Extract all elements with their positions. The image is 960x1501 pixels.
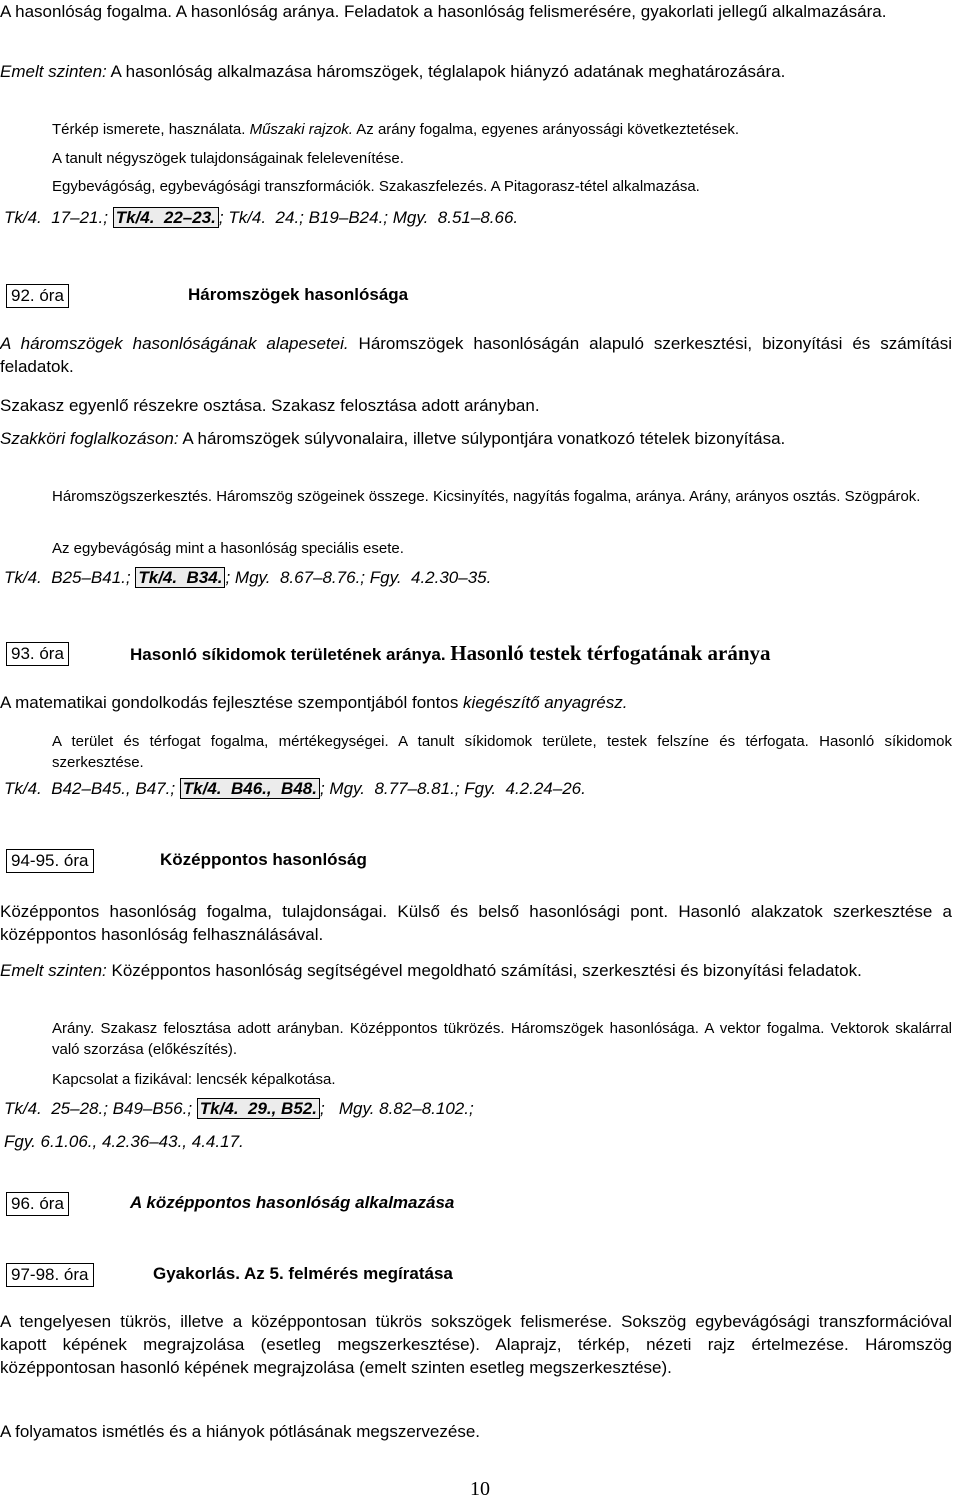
ref-text: Tk/4. B42–B45., B47.; (4, 779, 180, 798)
lesson-96-title: A középpontos hasonlóság alkalmazása (130, 1193, 455, 1212)
lesson-94-95-references (4, 1097, 474, 1121)
lesson-97-98-paragraph-1 (0, 1310, 952, 1379)
paragraph-italic: A háromszögek hasonlóságának alapesetei. (0, 334, 349, 353)
ref-text: ; Mgy. 8.77–8.81.; Fgy. 4.2.24–26. (319, 779, 586, 798)
ref-text: Tk/4. 17–21.; (4, 208, 113, 227)
ref-text: ; Mgy. 8.67–8.76.; Fgy. 4.2.30–35. (225, 568, 492, 587)
paragraph-text: Középpontos hasonlóság fogalma, tulajdonságai. Külső és belső hasonlósági pont. Hasonló alakzatok szerkesztése a középpontos hasonlóság felhasználásával. (0, 902, 952, 944)
review-text: Térkép ismerete, használata. (52, 121, 250, 138)
ref-text: Tk/4. 25–28.; B49–B56.; (4, 1099, 197, 1118)
paragraph-italic: kiegészítő anyagrész. (463, 693, 628, 712)
lesson-94-95-paragraph-1 (0, 900, 952, 946)
review-text: A tanult négyszögek tulajdonságainak felelevenítése. (52, 150, 404, 167)
lesson-92-paragraph-2 (0, 394, 952, 417)
ref-highlight: Tk/4. 29., B52. (197, 1098, 320, 1119)
paragraph-text: A háromszögek súlyvonalaira, illetve súlypontjára vonatkozó tételek bizonyítása. (178, 429, 786, 448)
lesson-94-95-references-2 (4, 1130, 244, 1154)
intro-references (4, 206, 518, 230)
intro-emelt-paragraph (0, 60, 952, 83)
paragraph-text: Háromszögek hasonlóságán alapuló szerkesztési, bizonyítási és számítási feladatok. (0, 334, 952, 376)
lesson-97-98-title: Gyakorlás. Az 5. felmérés megíratása (153, 1264, 453, 1283)
lesson-94-95-emelt (0, 959, 952, 982)
lesson-96-number: 96. óra (6, 1192, 69, 1216)
review-text-tail: Az arány fogalma, egyenes arányossági következtetések. (352, 121, 740, 138)
paragraph-text: A folyamatos ismétlés és a hiányok pótlásának megszervezése. (0, 1422, 481, 1441)
lesson-93-number: 93. óra (6, 642, 69, 666)
lesson-94-95-number: 94-95. óra (6, 849, 94, 873)
lesson-93-title (130, 642, 771, 666)
lesson-93-references (4, 777, 586, 801)
review-text: Kapcsolat a fizikával: lencsék képalkotása. (52, 1071, 336, 1088)
lesson-92-paragraph-1 (0, 332, 952, 378)
emelt-text: Középpontos hasonlóság segítségével megoldható számítási, szerkesztési és bizonyítási feladatok. (106, 961, 862, 980)
intro-text: A hasonlóság fogalma. A hasonlóság aránya. Feladatok a hasonlóság felismerésére, gyakorlati jellegű alkalmazására. (0, 2, 887, 21)
review-text: Egybevágóság, egybevágósági transzformációk. Szakaszfelezés. A Pitagorasz-tétel alkalmazása. (52, 178, 700, 195)
lesson-94-95-review-2 (52, 1069, 952, 1090)
intro-review-2 (52, 148, 952, 169)
lesson-97-98-paragraph-2 (0, 1420, 952, 1443)
lesson-92-title: Háromszögek hasonlósága (188, 285, 409, 304)
review-text: Az egybevágóság mint a hasonlóság speciális esete. (52, 540, 404, 557)
paragraph-italic: Szakköri foglalkozáson: (0, 429, 179, 448)
lesson-92-review-2 (52, 538, 952, 559)
ref-text: Tk/4. B25–B41.; (4, 568, 136, 587)
paragraph-text: Szakasz egyenlő részekre osztása. Szakasz felosztása adott arányban. (0, 396, 540, 415)
paragraph-text: A tengelyesen tükrös, illetve a középpontosan tükrös sokszögek felismerése. Sokszög egybevágósági transzformációval kapott képének megrajzolása (esetleg megszerkesztése). Alaprajz, térkép, nézeti rajz értelmezése. Háromszög középpontosan hasonló képének megrajzolása (emelt szinten esetleg megszerkesztése). (0, 1312, 952, 1377)
lesson-94-95-review-1 (52, 1018, 952, 1060)
lesson-92-references (4, 566, 491, 590)
ref-text: ; Mgy. 8.82–8.102.; (319, 1099, 474, 1118)
review-text-italic: Műszaki rajzok. (249, 121, 353, 138)
review-text: Háromszögszerkesztés. Háromszög szögeinek összege. Kicsinyítés, nagyítás fogalma, aránya. Arány, arányos osztás. Szögpárok. (52, 488, 921, 505)
review-text: Arány. Szakasz felosztása adott arányban. Középpontos tükrözés. Háromszögek hasonlósága. A vektor fogalma. Vektorok skalárral való szorzása (előkészítés). (52, 1020, 952, 1058)
paragraph-text: A matematikai gondolkodás fejlesztése szempontjából fontos (0, 693, 464, 712)
lesson-97-98-number: 97-98. óra (6, 1263, 94, 1287)
emelt-label: Emelt szinten: (0, 961, 107, 980)
ref-text: Fgy. 6.1.06., 4.2.36–43., 4.4.17. (4, 1132, 244, 1151)
intro-review-1 (52, 119, 952, 140)
emelt-label: Emelt szinten: (0, 62, 107, 81)
ref-text: ; Tk/4. 24.; B19–B24.; Mgy. 8.51–8.66. (218, 208, 519, 227)
lesson-92-paragraph-3 (0, 427, 952, 450)
ref-highlight: Tk/4. B46., B48. (180, 778, 320, 799)
title-text: Hasonló síkidomok területének aránya. (130, 645, 451, 664)
ref-highlight: Tk/4. 22–23. (113, 207, 219, 228)
title-text-serif: Hasonló testek térfogatának aránya (450, 641, 771, 665)
lesson-92-number: 92. óra (6, 284, 69, 308)
review-text: A terület és térfogat fogalma, mértékegységei. A tanult síkidomok területe, testek felszíne és térfogata. Hasonló síkidomok szerkesztése. (52, 733, 952, 771)
ref-highlight: Tk/4. B34. (135, 567, 225, 588)
lesson-94-95-title: Középpontos hasonlóság (160, 850, 367, 869)
lesson-93-review-1 (52, 731, 952, 773)
lesson-93-paragraph-1 (0, 691, 952, 714)
intro-review-3 (52, 176, 952, 197)
emelt-text: A hasonlóság alkalmazása háromszögek, téglalapok hiányzó adatának meghatározására. (106, 62, 786, 81)
lesson-92-review-1 (52, 486, 952, 507)
page-number: 10 (470, 1478, 490, 1500)
intro-paragraph (0, 0, 952, 23)
